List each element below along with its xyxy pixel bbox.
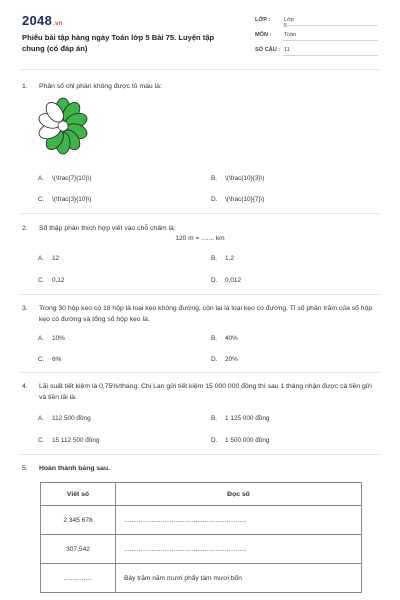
table-row — [41, 564, 362, 593]
question-text: Trong 30 hộp kẹo có 18 hộp là loại kẹo không đường, còn lại là loại kẹo có đường. Tỉ số phần trăm của số hộp kẹo có đường và tổng số hộp kẹo là: — [39, 305, 373, 323]
meta-label: LỚP : — [255, 17, 271, 23]
table-row — [41, 535, 362, 564]
option-letter: C. — [38, 196, 45, 203]
question-text: Lãi suất tiết kiệm là 0,75%/tháng. Chị Lan gửi tiết kiệm 15 000 000 đồng thì sau 1 tháng nhận được cả tiền gửi và tiền lãi là: — [39, 383, 372, 401]
option-text: 12 — [52, 255, 60, 262]
meta-label: MÔN : — [255, 32, 272, 38]
meta-underline — [283, 25, 378, 26]
option-letter: A. — [38, 255, 45, 262]
option-letter: B. — [211, 335, 218, 342]
header — [0, 0, 400, 64]
option-letter: D. — [211, 437, 218, 444]
table-header-row — [41, 483, 362, 506]
cell-reading[interactable]: ................................................................... — [116, 535, 362, 564]
logo-domain: .vn — [53, 21, 63, 27]
option-text: 1 500 000 đồng — [225, 437, 270, 444]
divider — [20, 213, 380, 214]
option-letter: A. — [38, 175, 45, 182]
meta-underline — [283, 55, 378, 56]
question-number: 1. — [22, 83, 28, 90]
option-letter: C. — [38, 277, 45, 284]
option-text: 1,2 — [225, 255, 234, 262]
meta-underline — [283, 40, 378, 41]
option-letter: D. — [211, 356, 218, 363]
option-letter: D. — [211, 196, 218, 203]
divider — [20, 454, 380, 455]
option-text: 0,12 — [52, 277, 65, 284]
question-number: 5. — [22, 465, 28, 472]
page-title: Phiếu bài tập hàng ngày Toán lớp 5 Bài 75. Luyện tập chung (có đáp án) — [22, 33, 215, 53]
column-header-read-number: Đọc số — [116, 483, 362, 506]
question-number: 3. — [22, 305, 28, 312]
option-text: \(\frac{7}{10}\) — [52, 175, 92, 182]
option-text: 112 500 đồng — [52, 415, 91, 422]
option-text: 20% — [225, 356, 238, 363]
option-text: 10% — [52, 335, 65, 342]
option-text: 0,012 — [225, 277, 241, 284]
option-letter: A. — [38, 335, 45, 342]
divider — [20, 294, 380, 295]
option-letter: C. — [38, 437, 45, 444]
header-divider — [20, 69, 380, 70]
option-text: \(\frac{3}{10}\) — [52, 196, 92, 203]
option-text: \(\frac{10}{7}\) — [225, 196, 265, 203]
option-text: 40% — [225, 335, 238, 342]
question-number: 2. — [22, 225, 28, 232]
option-text: 15 112 500 đồng — [52, 437, 100, 444]
meta-label: SỐ CÂU : — [255, 47, 281, 53]
meta-value: Lớp 5 — [284, 17, 294, 29]
question-text: Hoàn thành bảng sau. — [39, 465, 110, 472]
option-text: 6% — [52, 356, 62, 363]
flower-center — [58, 121, 68, 131]
question-number: 4. — [22, 383, 28, 390]
cell-number: 307,542 — [41, 535, 116, 564]
option-letter: B. — [211, 415, 218, 422]
flower-figure — [38, 95, 88, 157]
logo[interactable] — [22, 13, 63, 28]
question-text: Phân số chỉ phần không được tô màu là: — [39, 83, 162, 90]
logo-text: 2048 — [22, 13, 53, 28]
option-letter: C. — [38, 356, 45, 363]
cell-reading[interactable]: ................................................................... — [116, 506, 362, 535]
option-letter: B. — [211, 175, 218, 182]
option-letter: D. — [211, 277, 218, 284]
cell-reading: Bảy trăm năm mươi phẩy tám mươi bốn — [116, 564, 362, 593]
divider — [20, 372, 380, 373]
table-row — [41, 506, 362, 535]
option-text: 1 125 000 đồng — [225, 415, 270, 422]
q2-formula: 120 m = ....... km — [175, 235, 225, 242]
meta-value: 11 — [284, 47, 290, 53]
meta-value: Toán — [284, 32, 297, 38]
cell-number: 2 345 678 — [41, 506, 116, 535]
option-letter: A. — [38, 415, 45, 422]
question-text: Số thập phân thích hợp viết vào chỗ chấm là: — [39, 225, 176, 232]
option-letter: B. — [211, 255, 218, 262]
option-text: \(\frac{10}{3}\) — [225, 175, 265, 182]
column-header-write-number: Viết số — [41, 483, 116, 506]
cell-number[interactable]: ................ — [41, 564, 116, 593]
number-table — [40, 482, 362, 593]
